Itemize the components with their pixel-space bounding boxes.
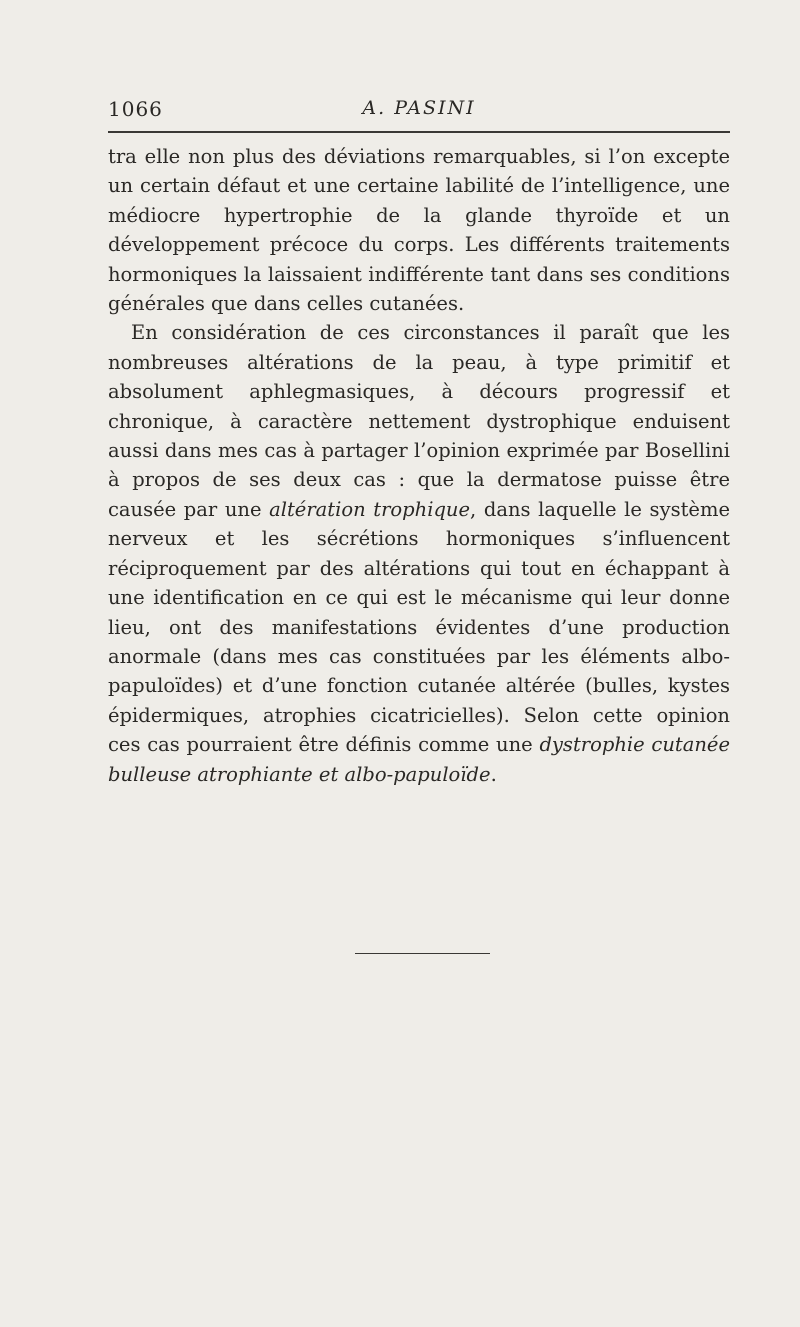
text-run: tra elle non plus des déviations remarquables, si l’on excepte un certain défaut et une certaine labilité de l’intelligence, une médiocre hypertrophie de la glande thyroïde et un développement précoce du corps. Les différents traitements hormoniques la laissaient indifférente tant dans ses conditions générales que dans celles cutanées. bbox=[108, 145, 730, 316]
header-rule bbox=[108, 131, 730, 133]
text-run: , dans laquelle le système nerveux et les sécrétions hormoniques s’influencent réciproquement par des altérations qui tout en échappant à une identification en ce qui est le mécanisme qui leur donne lieu, ont des manifestations évidentes d’une production anormale (dans mes cas constituées par les éléments albo-papuloïdes) et d’une fonction cutanée altérée (bulles, kystes épidermiques, atrophies cicatricielles). Selon cette opinion ces cas pourraient être définis comme une bbox=[108, 497, 730, 757]
section-end-rule bbox=[355, 953, 490, 954]
paragraph-2 bbox=[108, 318, 730, 789]
running-head: A. PASINI bbox=[362, 97, 476, 119]
italic-phrase: altération trophique bbox=[269, 497, 471, 521]
italic-phrase: dystrophie cutanée bulleuse atrophiante et albo-papuloïde bbox=[108, 733, 730, 786]
page-number: 1066 bbox=[108, 97, 163, 121]
text-run: En considération de ces circonstances il paraît que les nombreuses altérations de la peau, à type primitif et absolument aphlegmasiques, à décours progressif et chronique, à caractère nettement dystrophique enduisent aussi dans mes cas à partager l’opinion exprimée par Bosellini à propos de ses deux cas : que la dermatose puisse être causée par une bbox=[108, 321, 730, 521]
paragraph-1 bbox=[108, 142, 730, 318]
page-header bbox=[108, 97, 730, 127]
body-text bbox=[108, 142, 730, 789]
text-run: . bbox=[490, 762, 497, 786]
